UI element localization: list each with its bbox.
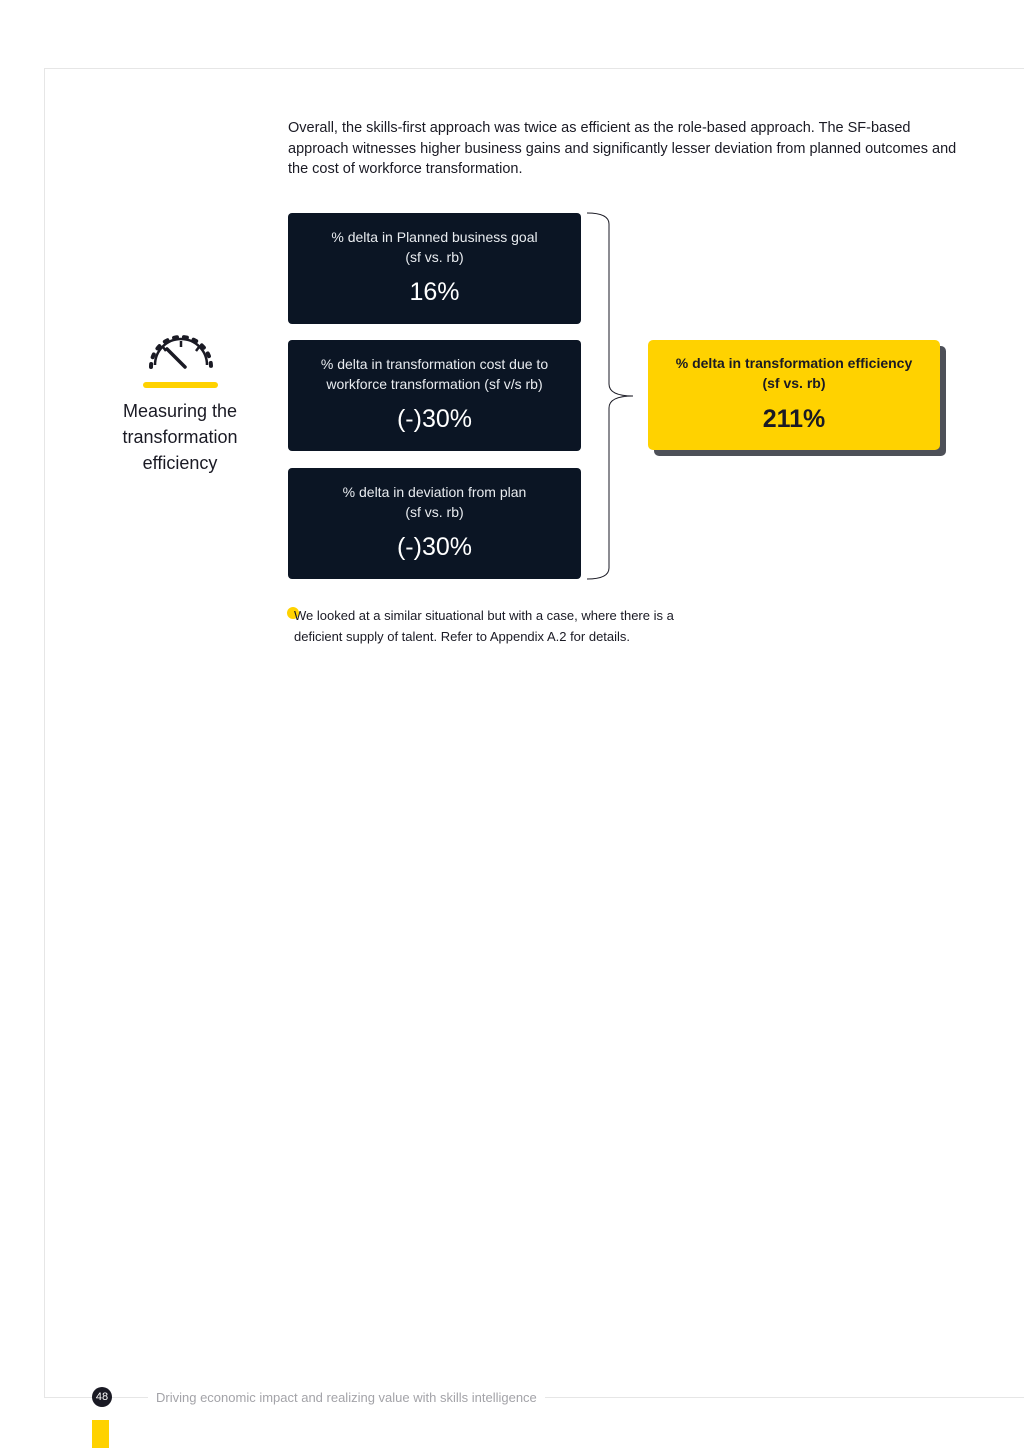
result-card-efficiency <box>648 340 940 450</box>
note-text: We looked at a similar situational but with a case, where there is a deficient supply of talent. Refer to Appendix A.2 for details. <box>294 608 674 644</box>
metric-card-transformation-cost <box>288 340 581 451</box>
accent-bar <box>143 382 218 388</box>
result-value: 211% <box>762 405 826 433</box>
metric-label: % delta in Planned business goal (sf vs. rb) <box>331 229 538 265</box>
metric-value: 16% <box>409 278 460 306</box>
side-label: Measuring the transformation efficiency <box>122 401 238 473</box>
metric-value: (-)30% <box>396 405 472 433</box>
intro-paragraph: Overall, the skills-first approach was twice as efficient as the role-based approach. The SF-based approach witnesses higher business gains and significantly lesser deviation from planned outcomes and the cost of workforce transformation. <box>288 120 957 177</box>
speedometer-icon <box>145 325 217 371</box>
metric-label: % delta in deviation from plan (sf vs. rb) <box>342 484 527 520</box>
footer-accent-mark <box>92 1420 109 1448</box>
result-label: % delta in transformation efficiency (sf vs. rb) <box>675 355 913 391</box>
metric-card-business-goal <box>288 213 581 324</box>
metric-value: (-)30% <box>396 533 472 561</box>
page-frame-left <box>44 68 45 1397</box>
footer-title: Driving economic impact and realizing value with skills intelligence <box>148 1388 545 1408</box>
page-number: 48 <box>92 1387 112 1407</box>
page-frame-top <box>44 68 1024 69</box>
metric-card-deviation <box>288 468 581 579</box>
grouping-brace <box>585 212 635 582</box>
metric-label: % delta in transformation cost due to workforce transformation (sf v/s rb) <box>320 356 549 392</box>
